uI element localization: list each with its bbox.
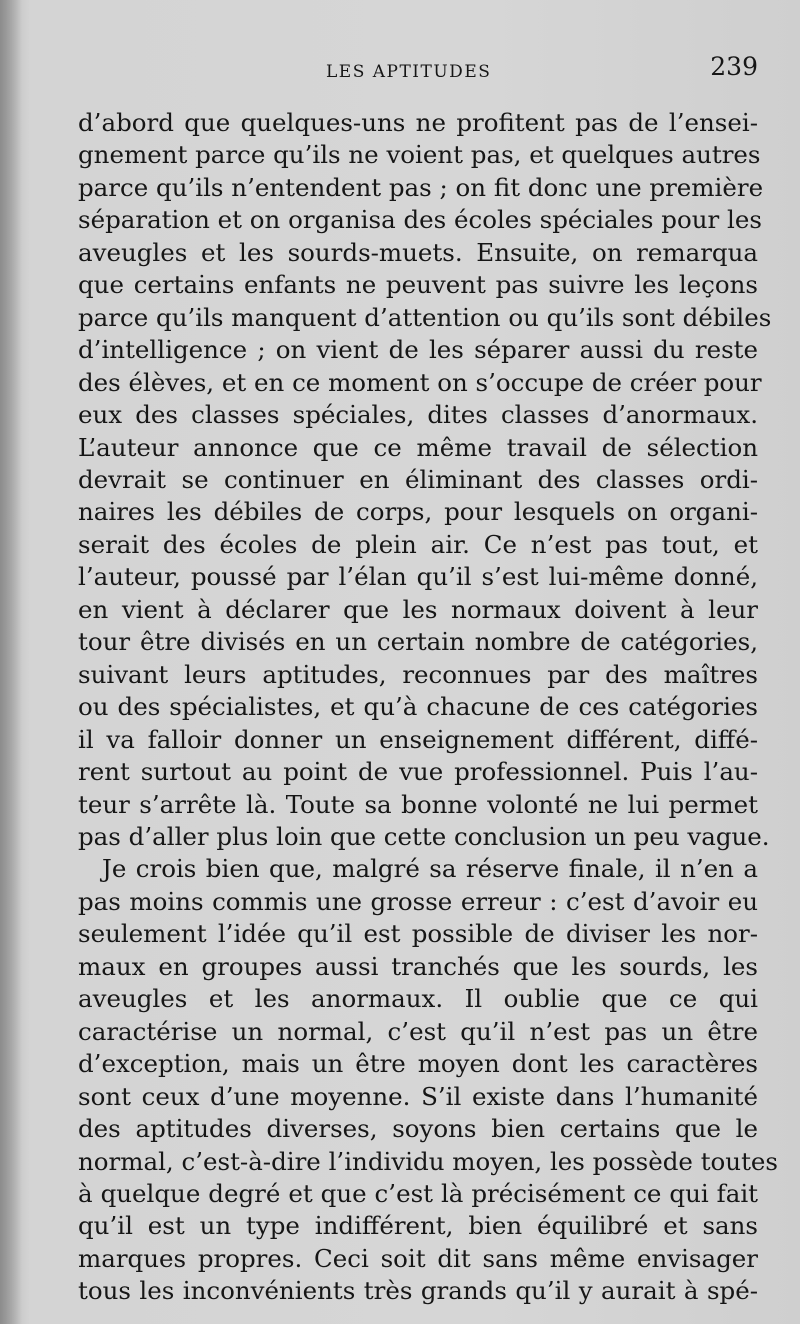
text-line: d’abord que quelques-uns ne profitent pas de l’ensei- bbox=[78, 108, 758, 137]
text-line: teur s’arrête là. Toute sa bonne volonté ne lui permet bbox=[78, 789, 758, 819]
text-line: marques propres. Ceci soit dit sans même envisager bbox=[78, 1243, 758, 1273]
text-line: pas moins commis une grosse erreur : c’est d’avoir eu bbox=[78, 886, 758, 916]
paragraph bbox=[78, 853, 778, 1307]
text-line: normal, c’est-à-dire l’individu moyen, les possède toutes bbox=[78, 1146, 778, 1176]
text-line: que certains enfants ne peuvent pas suivre les leçons bbox=[78, 270, 758, 300]
text-line: parce qu’ils n’entendent pas ; on fit donc une première bbox=[78, 172, 764, 202]
body-text bbox=[78, 107, 778, 1308]
text-line: naires les débiles de corps, pour lesquels on organi- bbox=[78, 497, 758, 527]
text-line: d’exception, mais un être moyen dont les caractères bbox=[78, 1049, 758, 1079]
text-line: il va falloir donner un enseignement différent, diffé- bbox=[78, 724, 758, 754]
text-line: des élèves, et en ce moment on s’occupe de créer pour bbox=[78, 367, 762, 397]
text-line: gnement parce qu’ils ne voient pas, et quelques autres bbox=[78, 140, 761, 170]
text-line: aveugles et les sourds-muets. Ensuite, on remarqua bbox=[78, 237, 758, 267]
text-line: seulement l’idée qu’il est possible de diviser les nor- bbox=[78, 919, 758, 949]
paragraph bbox=[78, 107, 772, 853]
text-line: qu’il est un type indifférent, bien équilibré et sans bbox=[78, 1211, 758, 1241]
text-line: des aptitudes diverses, soyons bien certains que le bbox=[78, 1114, 758, 1144]
text-line: en vient à déclarer que les normaux doivent à leur bbox=[78, 594, 758, 624]
page-binding-shadow bbox=[0, 0, 22, 1324]
text-line: sont ceux d’une moyenne. S’il existe dans l’humanité bbox=[78, 1081, 758, 1111]
text-line: Je crois bien que, malgré sa réserve finale, il n’en a bbox=[102, 854, 758, 884]
text-line: devrait se continuer en éliminant des classes ordi- bbox=[78, 464, 758, 494]
text-line: serait des écoles de plein air. Ce n’est pas tout, et bbox=[78, 529, 758, 559]
text-line: d’intelligence ; on vient de les séparer aussi du reste bbox=[78, 335, 758, 365]
text-line: eux des classes spéciales, dites classes d’anormaux. bbox=[78, 400, 758, 430]
text-line: l’auteur, poussé par l’élan qu’il s’est lui-même donné, bbox=[78, 562, 758, 592]
text-line: maux en groupes aussi tranchés que les sourds, les bbox=[78, 951, 758, 981]
text-line: suivant leurs aptitudes, reconnues par des maîtres bbox=[78, 659, 758, 689]
page-number: 239 bbox=[710, 52, 758, 81]
text-line: rent surtout au point de vue professionnel. Puis l’au- bbox=[78, 757, 758, 787]
text-line: séparation et on organisa des écoles spéciales pour les bbox=[78, 205, 762, 235]
text-line: parce qu’ils manquent d’attention ou qu’ils sont débiles bbox=[78, 302, 772, 332]
page-header bbox=[78, 52, 758, 88]
text-line: pas d’aller plus loin que cette conclusion un peu vague. bbox=[78, 821, 770, 851]
text-line: caractérise un normal, c’est qu’il n’est pas un être bbox=[78, 1016, 758, 1046]
text-line: tour être divisés en un certain nombre de catégories, bbox=[78, 627, 758, 657]
text-line: ou des spécialistes, et qu’à chacune de ces catégories bbox=[78, 692, 758, 722]
text-line: à quelque degré et que c’est là précisément ce qui fait bbox=[78, 1178, 758, 1208]
running-title: LES APTITUDES bbox=[326, 62, 492, 82]
text-line: aveugles et les anormaux. Il oublie que ce qui bbox=[78, 984, 758, 1014]
text-line: tous les inconvénients très grands qu’il y aurait à spé- bbox=[78, 1276, 758, 1306]
text-line: L’auteur annonce que ce même travail de sélection bbox=[78, 432, 758, 462]
